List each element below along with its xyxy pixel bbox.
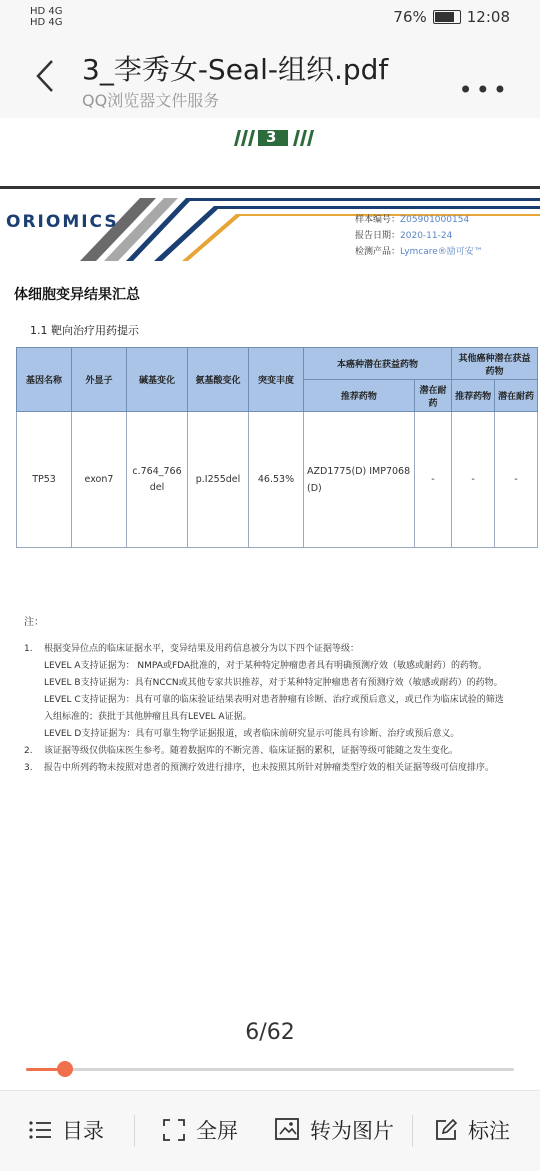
cell-exon: exon7 [72,412,127,548]
col-other-cancer: 其他癌种潜在获益药物 [452,348,538,380]
results-table [16,347,538,548]
bottom-toolbar [0,1090,540,1171]
sample-value: Z05901000154 [400,215,470,225]
note-1-intro: 根据变异位点的临床证据水平，变异结果及用药信息被分为以下四个证据等级： [44,644,360,654]
page-header-strip [0,118,540,182]
subsection-title: 1.1 靶向治疗用药提示 [30,324,139,337]
col-aa-change: 氨基酸变化 [188,348,249,412]
annotate-button[interactable] [434,1115,510,1145]
app-header [0,36,540,119]
date-value: 2020-11-24 [400,231,453,241]
cell-recommended: AZD1775(D) IMP7068(D) [304,412,415,548]
status-bar [0,0,540,36]
clock: 12:08 [466,8,510,26]
signal-indicators [30,6,63,28]
note-level-a: LEVEL A支持证据为： NMPA或FDA批准的，对于某种特定肿瘤患者具有明确预测疗效（敏感或耐药）的药物。 [44,661,488,671]
product-label: 检测产品： [355,247,401,257]
col-this-cancer: 本癌种潜在获益药物 [304,348,452,380]
pdf-page [0,186,540,1016]
section-title: 体细胞变异结果汇总 [14,287,140,303]
sample-label: 样本编号： [355,215,401,225]
image-convert-icon [274,1117,300,1143]
battery-icon [433,10,461,24]
edit-icon [434,1118,458,1142]
battery-percent: 76% [393,8,427,26]
note-3-text: 报告中所列药物未按照对患者的预测疗效进行排序，也未按照其所针对肿瘤类型疗效的相关证据等级可信度排序。 [44,763,495,773]
product-value: Lymcare®励可安™ [400,247,483,257]
page-slider-track[interactable] [26,1068,514,1071]
cell-resistant-other: - [495,412,538,548]
list-icon [28,1119,52,1141]
to-image-label: 转为图片 [310,1119,394,1143]
cell-base-change: c.764_766del [127,412,188,548]
toc-button[interactable] [28,1115,104,1145]
back-arrow-icon[interactable] [34,58,56,94]
page-indicator: 6/62 [245,1020,295,1045]
col-exon: 外显子 [72,348,127,412]
note-item-3: 3. 报告中所列药物未按照对患者的预测疗效进行排序，也未按照其所针对肿瘤类型疗效的相关证据等级可信度排序。 [24,760,504,777]
col-base-change: 碱基变化 [127,348,188,412]
fullscreen-label: 全屏 [196,1119,238,1143]
document-title: 3_李秀女-Seal-组织.pdf [82,53,389,86]
signal-line-2: HD 4G [30,17,63,28]
note-item-2: 2. 该证据等级仅供临床医生参考。随着数据库的不断完善、临床证据的累积，证据等级可能随之发生变化。 [24,743,504,760]
company-logo: ORIOMICS [6,212,119,232]
report-meta [355,212,483,260]
note-level-d: LEVEL D支持证据为：具有可靠生物学证据报道，或者临床前研究显示可能具有诊断、治疗或预后意义。 [44,729,460,739]
page-badge-number: 3 [266,128,277,146]
notes-section [24,614,504,777]
note-level-c: LEVEL C支持证据为：具有可靠的临床验证结果表明对患者肿瘤有诊断、治疗或预后意义，或已作为临床试验的筛选入组标准的；获批于其他肿瘤且具有LEVEL A证据。 [44,695,504,722]
page-slider-thumb[interactable] [57,1061,73,1077]
document-source: QQ浏览器文件服务 [82,91,220,110]
note-item-1: 1. 根据变异位点的临床证据水平，变异结果及用药信息被分为以下四个证据等级： LEVEL A支持证据为： NMPA或FDA批准的，对于某种特定肿瘤患者具有明确预测疗效（敏感或耐药）的药物。 LEVEL B支持证据为：具有NCCN或其他专家共识推荐，对于某种特定肿瘤患者有预测疗效（敏感或耐药）的药物。 LEVEL C支持证据为：具有可靠的临床验证结果表明对患者肿瘤有诊断、治疗或预后意义，或已作为临床试验的筛选入组标准的；获批于其他肿瘤且具有LEVEL A证据。 LEVEL D支持证据为：具有可靠生物学证据报道，或者临床前研究显示可能具有诊断、治疗或预后意义。 [24,641,504,743]
fullscreen-button[interactable] [162,1115,238,1145]
col-recommended: 推荐药物 [304,380,415,412]
table-row [17,412,538,548]
col-freq: 突变丰度 [249,348,304,412]
cell-recommended-other: - [452,412,495,548]
date-label: 报告日期： [355,231,401,241]
note-level-b: LEVEL B支持证据为：具有NCCN或其他专家共识推荐，对于某种特定肿瘤患者有预测疗效（敏感或耐药）的药物。 [44,678,503,688]
annotate-label: 标注 [468,1119,510,1143]
toc-label: 目录 [62,1119,104,1143]
cell-gene: TP53 [17,412,72,548]
col-resistant-other: 潜在耐药 [495,380,538,412]
toolbar-divider [412,1115,413,1147]
signal-line-1: HD 4G [30,6,63,17]
col-recommended-other: 推荐药物 [452,380,495,412]
toolbar-divider [134,1115,135,1147]
cell-aa-change: p.I255del [188,412,249,548]
col-gene: 基因名称 [17,348,72,412]
col-resistant: 潜在耐药 [414,380,451,412]
more-options-icon[interactable]: ••• [458,76,510,104]
note-2-text: 该证据等级仅供临床医生参考。随着数据库的不断完善、临床证据的累积，证据等级可能随之发生变化。 [44,746,459,756]
cell-resistant: - [414,412,451,548]
fullscreen-icon [162,1118,186,1142]
notes-title: 注： [24,617,44,628]
to-image-button[interactable] [274,1115,394,1145]
cell-freq: 46.53% [249,412,304,548]
